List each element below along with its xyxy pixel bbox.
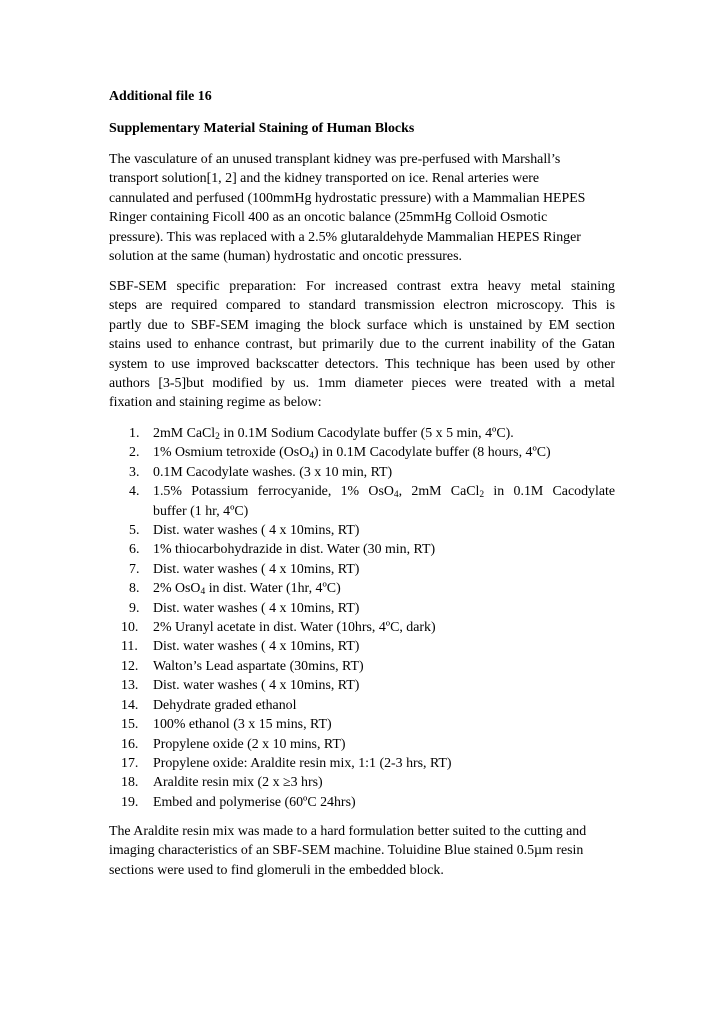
- paragraph-sbf-sem: [109, 277, 615, 413]
- subscript: 2: [215, 432, 220, 442]
- staining-step: [109, 754, 615, 773]
- step-text-part: 0.1M Cacodylate washes. (3 x 10 min, RT): [153, 464, 393, 480]
- step-text: [153, 715, 615, 734]
- step-text: [153, 754, 615, 773]
- step-number: 14.: [121, 697, 139, 713]
- step-text-part: Dist. water washes ( 4 x 10mins, RT): [153, 678, 360, 694]
- step-text-part: Dist. water washes ( 4 x 10mins, RT): [153, 639, 360, 655]
- paragraph-line: sections were used to find glomeruli in the embedded block.: [109, 862, 444, 878]
- paragraph-line: SBF-SEM specific preparation: For increased contrast extra heavy metal staining: [109, 279, 615, 294]
- step-text-part: 2% OsO: [153, 581, 201, 597]
- step-text-part: 1% thiocarbohydrazide in dist. Water (30 min, RT): [153, 542, 436, 558]
- paragraph-line: authors [3-5]but modified by us. 1mm diameter pieces were treated with a metal: [109, 376, 615, 392]
- staining-step: [109, 676, 615, 695]
- paragraph-line: transport solution[1, 2] and the kidney transported on ice. Renal arteries were: [109, 171, 540, 187]
- staining-step: [109, 540, 615, 559]
- step-text-continuation: buffer (1 hr, 4ºC): [153, 503, 249, 519]
- staining-step: [109, 735, 615, 754]
- section-heading: Supplementary Material Staining of Human Blocks: [109, 121, 415, 136]
- step-text-part: 2mM CaCl: [153, 426, 216, 441]
- step-number: 16.: [121, 736, 139, 752]
- step-text: [153, 521, 615, 540]
- paragraph-line: stains used to enhance contrast, but primarily due to the current inability of the Gatan: [109, 337, 615, 353]
- step-text: [153, 637, 615, 656]
- staining-step: [109, 657, 615, 676]
- step-number: 9.: [129, 600, 140, 616]
- step-text-part: Dehydrate graded ethanol: [153, 697, 297, 713]
- paragraph-araldite: [109, 822, 615, 880]
- subscript: 4: [200, 587, 206, 598]
- paragraph-line: steps are required compared to standard transmission electron microscopy. This is: [109, 298, 615, 314]
- step-number: 8.: [129, 581, 140, 597]
- step-text-part: Araldite resin mix (2 x ≥3 hrs): [153, 775, 323, 791]
- step-text: [153, 773, 615, 792]
- paragraph-line: Ringer containing Ficoll 400 as an oncotic balance (25mmHg Colloid Osmotic: [109, 210, 548, 226]
- staining-step: [109, 579, 615, 598]
- step-text-part: 1.5% Potassium ferrocyanide, 1% OsO: [153, 484, 394, 500]
- staining-step: [109, 443, 615, 462]
- step-text: [153, 696, 615, 715]
- step-text-part: 1% Osmium tetroxide (OsO: [153, 445, 310, 461]
- step-number: 12.: [121, 658, 139, 674]
- step-number: 19.: [121, 794, 139, 810]
- step-text-part: in dist. Water (1hr, 4ºC): [205, 581, 341, 597]
- staining-step: [109, 521, 615, 540]
- step-number: 10.: [121, 620, 139, 636]
- staining-step: [109, 773, 615, 792]
- step-text-part: in 0.1M Sodium Cacodylate buffer (5 x 5 min, 4ºC).: [219, 426, 514, 441]
- step-number: 6.: [129, 542, 140, 558]
- step-text-part: Walton’s Lead aspartate (30mins, RT): [153, 658, 364, 674]
- step-text: [153, 735, 615, 754]
- subscript: 2: [479, 490, 485, 501]
- staining-steps-list: [109, 424, 615, 812]
- step-text: [153, 793, 615, 812]
- step-text: [153, 443, 615, 462]
- paragraph-line: partly due to SBF-SEM imaging the block surface which is unstained by EM section: [109, 317, 615, 333]
- step-number: 1.: [129, 426, 140, 441]
- subscript: 4: [393, 490, 399, 501]
- step-text-part: Propylene oxide: Araldite resin mix, 1:1 (2-3 hrs, RT): [153, 755, 452, 771]
- subscript: 4: [309, 451, 314, 462]
- paragraph-line: solution at the same (human) hydrostatic and oncotic pressures.: [109, 249, 462, 265]
- step-number: 17.: [121, 755, 139, 771]
- paragraph-line: imaging characteristics of an SBF-SEM machine. Toluidine Blue stained 0.5µm resin: [109, 843, 584, 859]
- step-text-part: Dist. water washes ( 4 x 10mins, RT): [153, 523, 360, 539]
- step-text-part: 100% ethanol (3 x 15 mins, RT): [153, 717, 332, 733]
- paragraph-line: The vasculature of an unused transplant kidney was pre-perfused with Marshall’s: [109, 152, 561, 167]
- step-text: [153, 540, 615, 559]
- step-text-part: ) in 0.1M Cacodylate buffer (8 hours, 4ºC): [314, 445, 551, 461]
- step-text-part: 2% Uranyl acetate in dist. Water (10hrs, 4ºC, dark): [153, 620, 436, 636]
- staining-step: [109, 715, 615, 734]
- step-text-part: Propylene oxide (2 x 10 mins, RT): [153, 736, 346, 752]
- step-text: [153, 599, 615, 618]
- paragraph-line: fixation and staining regime as below:: [109, 395, 322, 411]
- step-number: 15.: [121, 717, 139, 733]
- staining-step: [109, 637, 615, 656]
- step-number: 13.: [121, 678, 139, 694]
- staining-step: [109, 463, 615, 482]
- step-text-part: Embed and polymerise (60ºC 24hrs): [153, 794, 356, 810]
- staining-step: [109, 618, 615, 637]
- staining-step: [109, 424, 615, 443]
- staining-step: [109, 560, 615, 579]
- step-number: 2.: [129, 445, 140, 461]
- step-text: [153, 482, 615, 501]
- step-text: [153, 657, 615, 676]
- staining-step: [109, 482, 615, 521]
- paragraph-perfusion: [109, 150, 615, 266]
- step-number: 3.: [129, 464, 140, 480]
- paragraph-line: The Araldite resin mix was made to a hard formulation better suited to the cutting and: [109, 824, 587, 839]
- step-text-part: , 2mM CaCl: [398, 484, 480, 500]
- step-text: [153, 579, 615, 598]
- staining-step: [109, 599, 615, 618]
- paragraph-line: system to use improved backscatter detectors. This technique has been used by other: [109, 356, 615, 372]
- step-number: 5.: [129, 523, 140, 539]
- paragraph-line: pressure). This was replaced with a 2.5% glutaraldehyde Mammalian HEPES Ringer: [109, 229, 581, 245]
- step-number: 11.: [121, 639, 138, 655]
- step-number: 4.: [129, 484, 140, 500]
- step-text: [153, 424, 615, 443]
- step-text-part: in 0.1M Cacodylate: [484, 484, 616, 500]
- step-number: 18.: [121, 775, 139, 791]
- paragraph-line: cannulated and perfused (100mmHg hydrostatic pressure) with a Mammalian HEPES: [109, 190, 586, 206]
- staining-step: [109, 793, 615, 812]
- step-number: 7.: [129, 561, 140, 577]
- step-text: [153, 463, 615, 482]
- staining-step: [109, 696, 615, 715]
- document-title: Additional file 16: [109, 89, 212, 104]
- step-text-part: Dist. water washes ( 4 x 10mins, RT): [153, 561, 360, 577]
- step-text: [153, 560, 615, 579]
- step-text: [153, 676, 615, 695]
- step-text-part: Dist. water washes ( 4 x 10mins, RT): [153, 600, 360, 616]
- step-text: [153, 618, 615, 637]
